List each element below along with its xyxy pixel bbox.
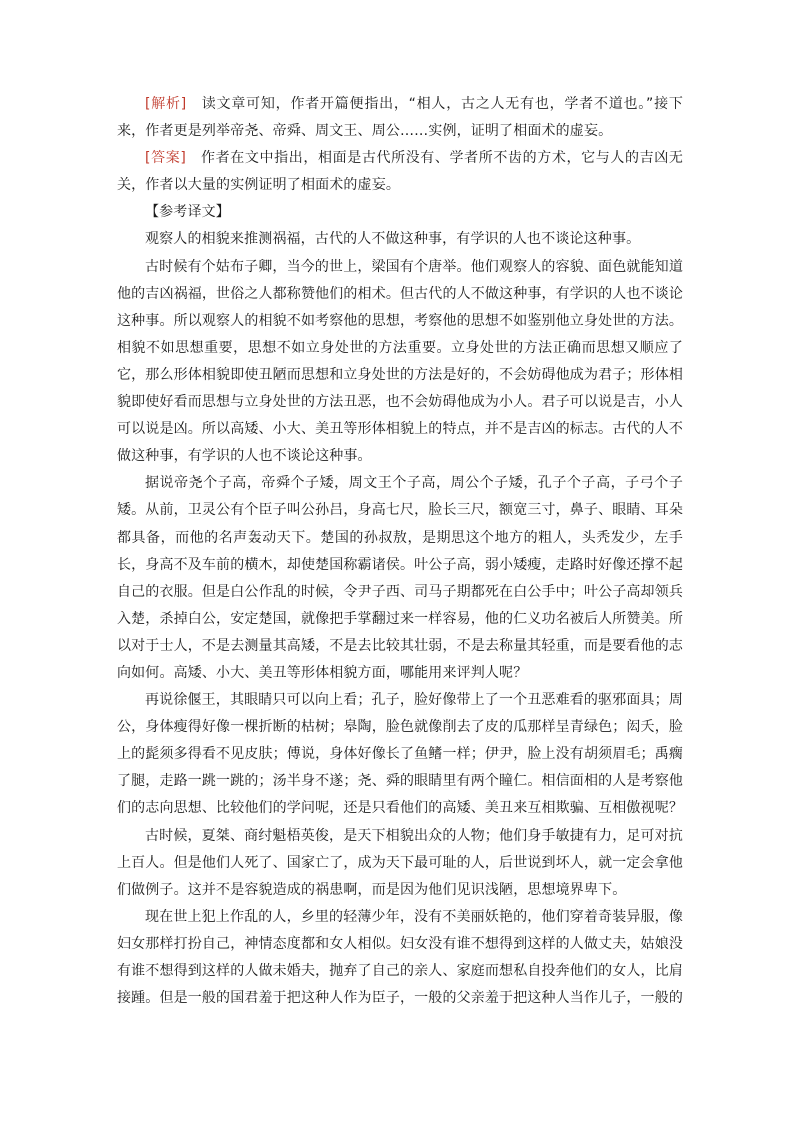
translation-paragraph: 现在世上犯上作乱的人，乡里的轻薄少年，没有不美丽妖艳的，他们穿着奇装异服，像妇女那样打扮自己，神情态度都和女人相似。妇女没有谁不想得到这样的人做丈夫，姑娘没有谁不想得到这样的人做未婚夫，抛弃了自己的亲人、家庭而想私自投奔他们的女人，比肩接踵。但是一般的国君羞于把这种人作为臣子，一般的父亲羞于把这种人当作儿子，一般的: [117, 908, 683, 1007]
analysis-text: 读文章可知，作者开篇便指出，“相人，古之人无有也，学者不道也。”接下来，作者更是列举帝尧、帝舜、周文王、周公……实例，证明了相面术的虚妄。: [117, 96, 683, 140]
translation-heading: 【参考译文】: [145, 204, 230, 221]
translation-paragraph: 古时候有个姑布子卿，当今的世上，梁国有个唐举。他们观察人的容貌、面色就能知道他的吉凶祸福，世俗之人都称赞他们的相术。但古代的人不做这种事，有学识的人也不谈论这种事。所以观察人的相貌不如考察他的思想，考察他的思想不如鉴别他立身处世的方法。相貌不如思想重要，思想不如立身处世的方法重要。立身处世的方法正确而思想又顺应了它，那么形体相貌即使丑陋而思想和立身处世的方法是好的，不会妨碍他成为君子；形体相貌即使好看而思想与立身处世的方法丑恶，也不会妨碍他成为小人。君子可以说是吉，小人可以说是凶。所以高矮、小大、美丑等形体相貌上的特点，并不是吉凶的标志。古代的人不做这种事，有学识的人也不谈论这种事。: [117, 258, 683, 465]
answer-paragraph: [117, 145, 683, 199]
document-page: [117, 91, 683, 1012]
answer-tag: [答案]: [145, 150, 186, 167]
translation-paragraph: 古时候，夏桀、商纣魁梧英俊，是天下相貌出众的人物；他们身手敏捷有力，足可对抗上百人。但是他们人死了、国家亡了，成为天下最可耻的人，后世说到坏人，就一定会拿他们做例子。这并不是容貌造成的祸患啊，而是因为他们见识浅陋，思想境界卑下。: [117, 827, 683, 898]
translation-paragraph: 据说帝尧个子高，帝舜个子矮，周文王个子高，周公个子矮，孔子个子高，子弓个子矮。从前，卫灵公有个臣子叫公孙吕，身高七尺，脸长三尺，额宽三寸，鼻子、眼睛、耳朵都具备，而他的名声轰动天下。楚国的孙叔敖，是期思这个地方的粗人，头秃发少，左手长，身高不及车前的横木，却使楚国称霸诸侯。叶公子高，弱小矮瘦，走路时好像还撑不起自己的衣服。但是白公作乱的时候，令尹子西、司马子期都死在白公手中；叶公子高却领兵入楚，杀掉白公，安定楚国，就像把手掌翻过来一样容易，他的仁义功名被后人所赞美。所以对于士人，不是去测量其高矮，不是去比较其壮弱，不是去称量其轻重，而是要看他的志向如何。高矮、小大、美丑等形体相貌方面，哪能用来评判人呢？: [117, 475, 683, 681]
answer-text: 作者在文中指出，相面是古代所没有、学者所不齿的方术，它与人的吉凶无关，作者以大量的实例证明了相面术的虚妄。: [117, 150, 683, 194]
translation-paragraph: 再说徐偃王，其眼睛只可以向上看；孔子，脸好像带上了一个丑恶难看的驱邪面具；周公，身体瘦得好像一棵折断的枯树；皋陶，脸色就像削去了皮的瓜那样呈青绿色；闳夭，脸上的髭须多得看不见皮肤；傅说，身体好像长了鱼鳍一样；伊尹，脸上没有胡须眉毛；禹瘸了腿，走路一跳一跳的；汤半身不遂；尧、舜的眼睛里有两个瞳仁。相信面相的人是考察他们的志向思想、比较他们的学问呢，还是只看他们的高矮、美丑来互相欺骗、互相傲视呢？: [117, 692, 683, 817]
analysis-paragraph: [117, 91, 683, 145]
translation-paragraph: 观察人的相貌来推测祸福，古代的人不做这种事，有学识的人也不谈论这种事。: [145, 231, 641, 248]
analysis-tag: [解析]: [145, 96, 187, 112]
